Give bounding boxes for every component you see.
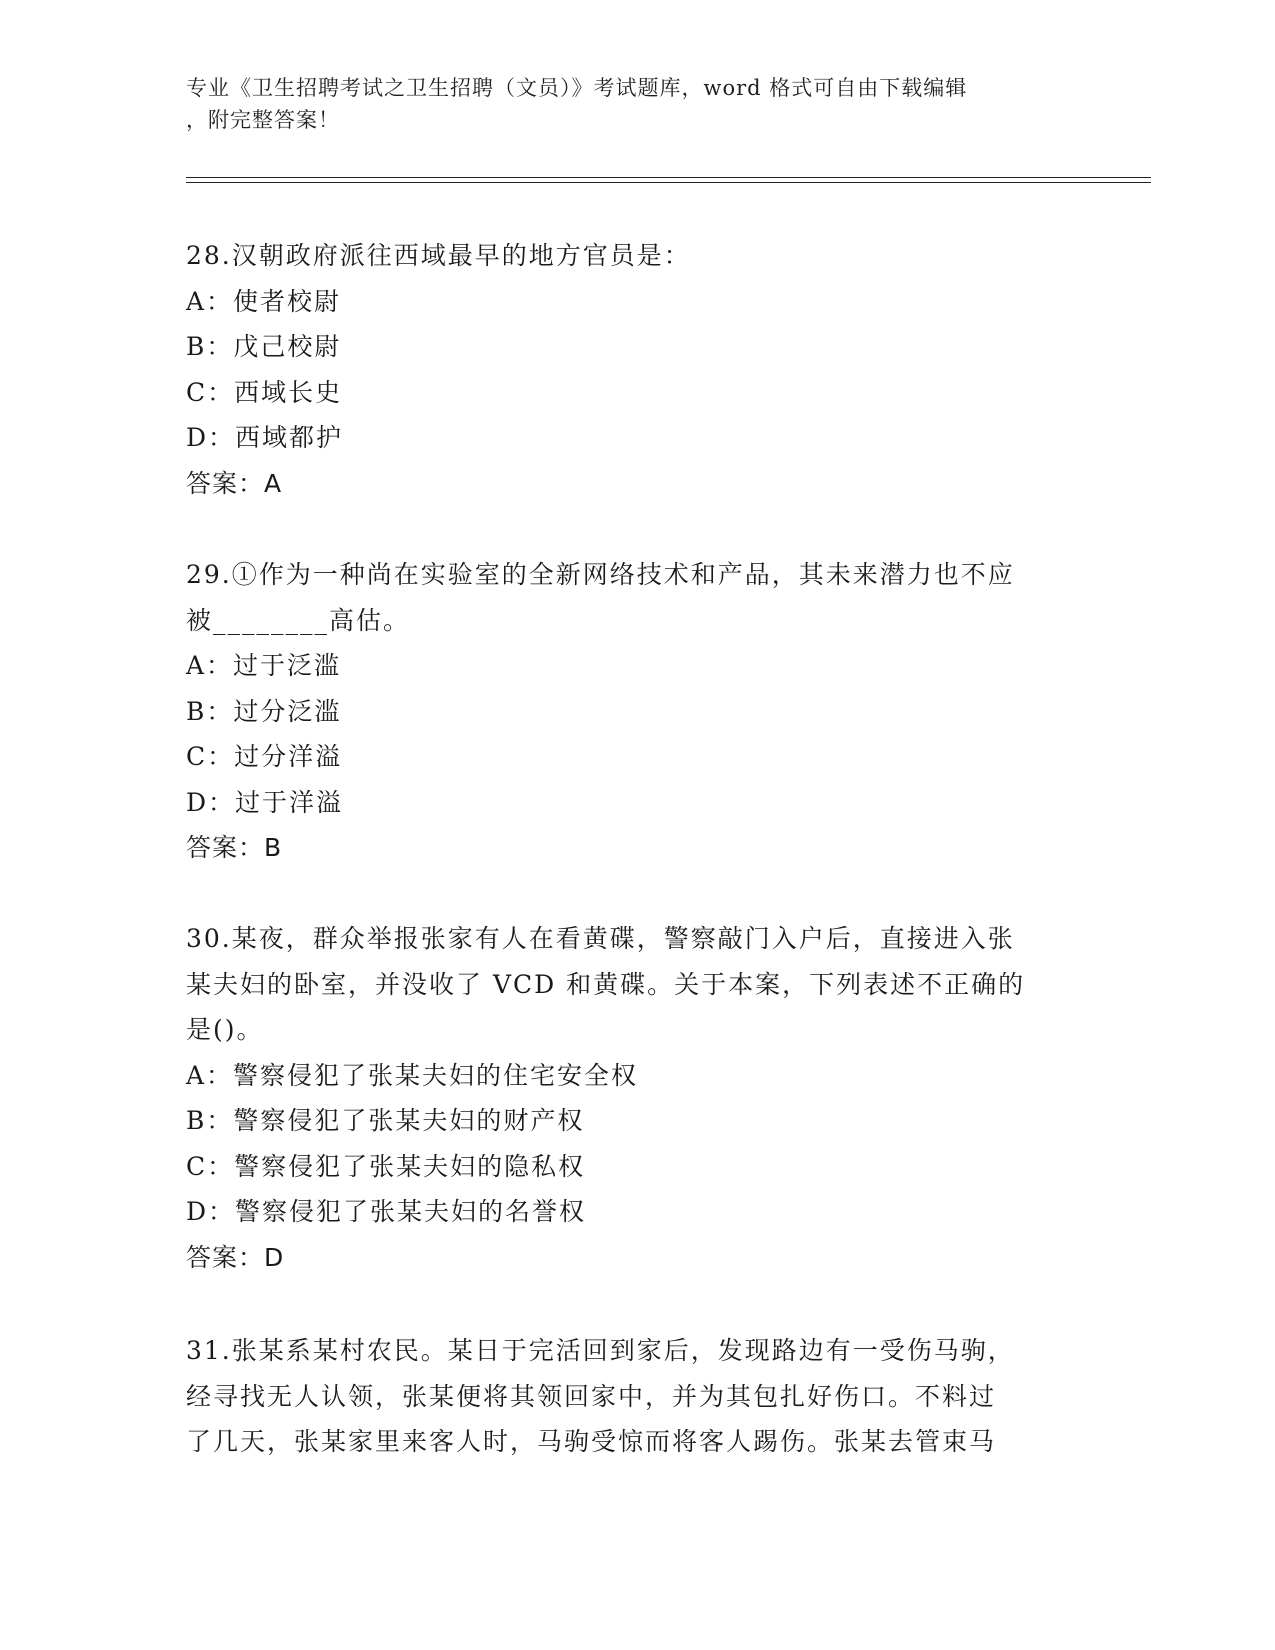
question-stem: 30.某夜，群众举报张家有人在看黄碟，警察敲门入户后，直接进入张 <box>186 924 1015 953</box>
option-d: D：过于洋溢 <box>186 787 344 817</box>
option-a: A：过于泛滥 <box>186 651 342 680</box>
option-c: C：警察侵犯了张某夫妇的隐私权 <box>186 1151 586 1181</box>
answer-text: 答案：A <box>186 468 283 498</box>
question-stem: 某夫妇的卧室，并没收了 VCD 和黄碟。关于本案，下列表述不正确的 <box>186 969 1026 999</box>
question-stem: 被________高估。 <box>186 605 411 635</box>
option-b: B：戊己校尉 <box>186 332 342 361</box>
question-stem: 29.①作为一种尚在实验室的全新网络技术和产品，其未来潜力也不应 <box>186 560 1015 589</box>
option-b: B：过分泛滥 <box>186 696 342 726</box>
question-31 <box>186 1328 1086 1465</box>
option-a: A：使者校尉 <box>186 286 342 316</box>
option-c: C：西域长史 <box>186 377 343 407</box>
question-stem: 经寻找无人认领，张某便将其领回家中，并为其包扎好伤口。不料过 <box>186 1381 997 1411</box>
option-d: D：西域都护 <box>186 423 344 452</box>
answer-text: 答案：B <box>186 833 283 862</box>
question-stem: 了几天，张某家里来客人时，马驹受惊而将客人踢伤。张某去管束马 <box>186 1427 997 1456</box>
header-line-1: 专业《卫生招聘考试之卫生招聘（文员）》考试题库，word 格式可自由下载编辑 <box>186 76 968 100</box>
question-stem: 28.汉朝政府派往西域最早的地方官员是： <box>186 241 691 270</box>
option-c: C：过分洋溢 <box>186 742 343 771</box>
header-divider-top <box>186 177 1151 178</box>
question-stem: 31.张某系某村农民。某日于完活回到家后，发现路边有一受伤马驹， <box>186 1336 1015 1365</box>
option-d: D：警察侵犯了张某夫妇的名誉权 <box>186 1197 587 1226</box>
option-a: A：警察侵犯了张某夫妇的住宅安全权 <box>186 1060 639 1090</box>
document-header <box>186 72 1066 136</box>
question-28 <box>186 233 1086 506</box>
question-stem: 是()。 <box>186 1015 264 1044</box>
answer-text: 答案：D <box>186 1242 285 1272</box>
header-line-2: ，附完整答案！ <box>186 108 340 132</box>
header-divider-bottom <box>186 182 1151 183</box>
question-29 <box>186 552 1086 871</box>
option-b: B：警察侵犯了张某夫妇的财产权 <box>186 1106 585 1135</box>
question-30 <box>186 916 1086 1280</box>
